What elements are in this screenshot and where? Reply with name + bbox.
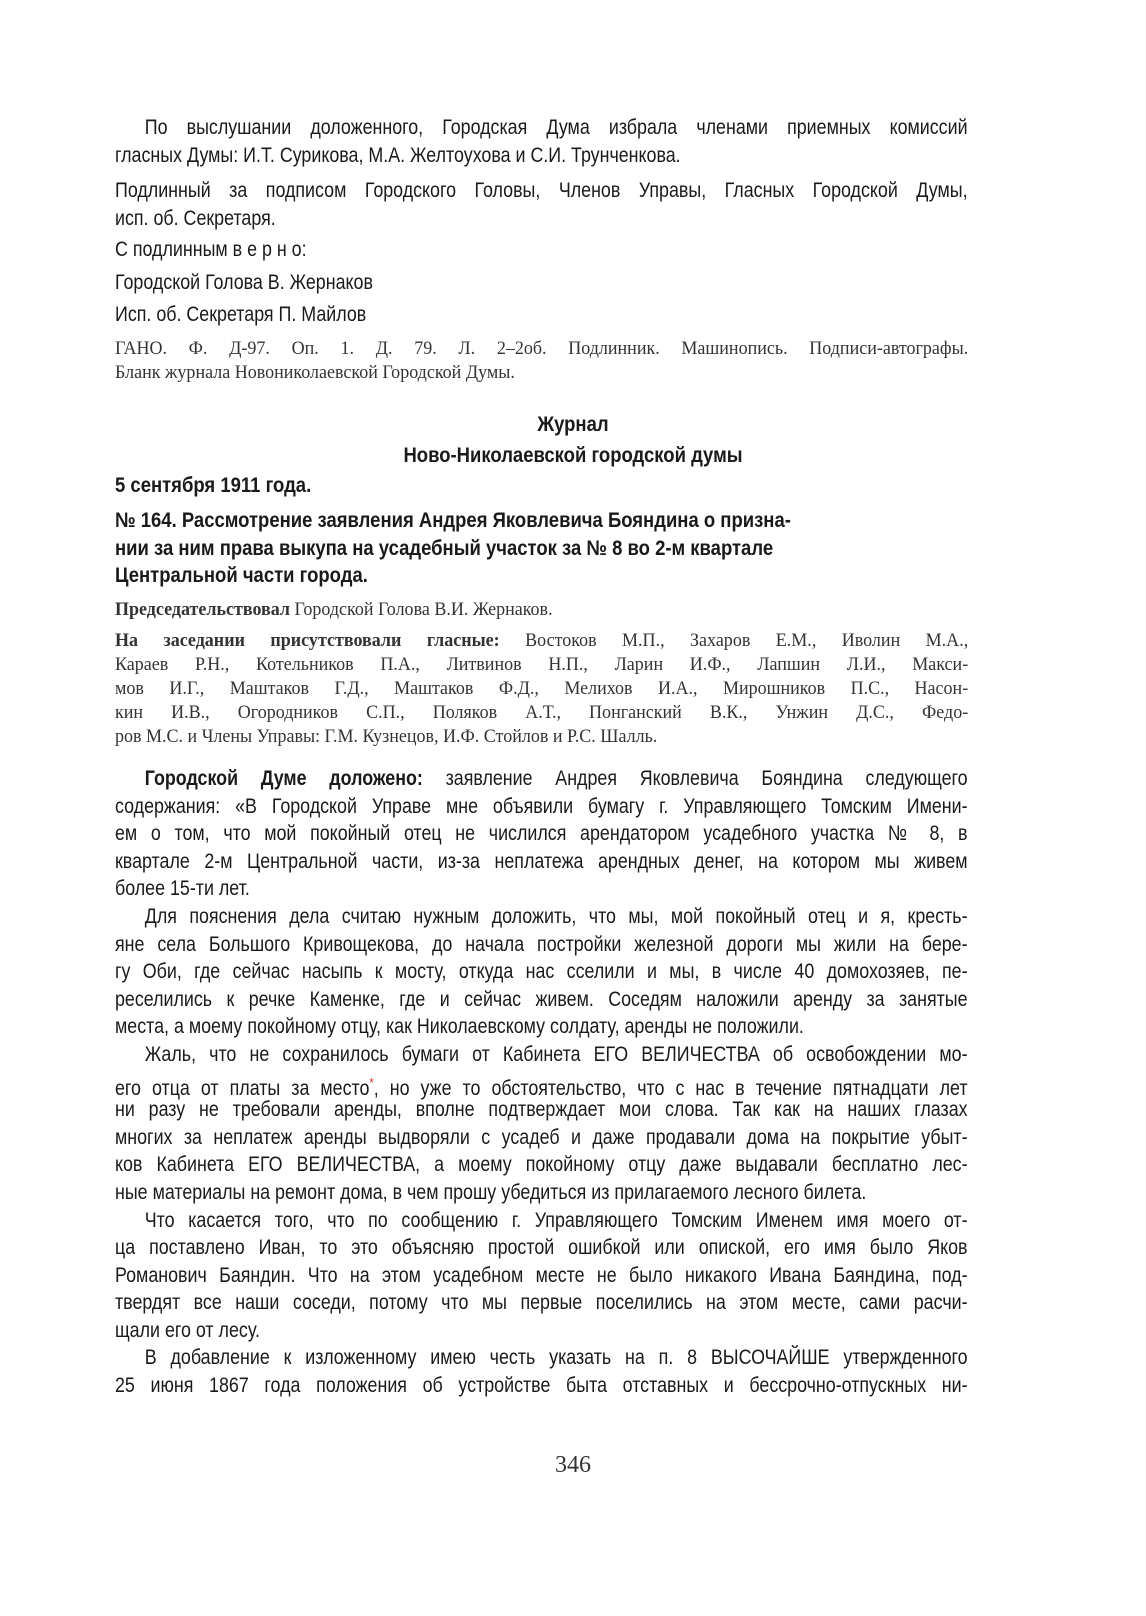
text-line [115, 629, 968, 653]
line-text: его отца от платы за место [115, 1076, 370, 1100]
text-line [115, 361, 968, 385]
text-line [115, 1151, 968, 1179]
line-text: заявление Андрея Яковлевича Бояндина следующего [422, 767, 968, 790]
text-block [115, 301, 968, 329]
line-text: Что касается того, что по сообщению г. Управляющего Томским Именем имя моего от- [144, 1208, 968, 1232]
text-line [115, 1013, 968, 1041]
line-text: места, а моему покойному отцу, как Николаевскому солдату, аренды не положили. [115, 1015, 804, 1039]
text-line [115, 848, 968, 876]
line-text: Бланк журнала Новониколаевской Городской Думы. [115, 362, 515, 383]
line-text: ни разу не требовали аренды, вполне подтверждает мои слова. Так как на наших глазах [115, 1098, 968, 1122]
journal-subtitle: Ново-Николаевской городской думы [403, 444, 743, 467]
line-text: Городской Голова В.И. Жернаков. [289, 599, 553, 620]
text-block [115, 236, 968, 264]
line-text: кин И.В., Огородников С.П., Поляков А.Т., Понганский В.К., Унжин Д.С., Федо- [115, 702, 969, 723]
text-line [115, 1372, 968, 1400]
line-text: Караев Р.Н., Котельников П.А., Литвинов Н.П., Ларин И.Ф., Лапшин Л.И., Макси- [115, 654, 969, 675]
session-date: 5 сентября 1911 года. [115, 474, 312, 497]
text-block [115, 598, 968, 622]
line-text: Подлинный за подписом Городского Головы, Членов Управы, Гласных Городской Думы, [115, 179, 968, 202]
text-line [115, 820, 968, 848]
text-line [115, 875, 968, 903]
text-line [115, 236, 968, 264]
bold-lead: На заседании присутствовали гласные: [115, 630, 500, 651]
text-block [115, 765, 968, 1400]
line-text: По выслушании доложенного, Городская Дума избрала членами приемных комиссий [144, 116, 968, 139]
text-line [115, 1096, 968, 1124]
page-number: 346 [555, 1452, 591, 1478]
line-text: реселились к речке Каменке, где и сейчас живем. Соседям наложили аренду за занятые [115, 987, 968, 1011]
text-line [115, 903, 968, 931]
text-line [115, 269, 968, 297]
line-text: Жаль, что не сохранилось бумаги от Кабинета ЕГО ВЕЛИЧЕСТВА об освобождении мо- [144, 1042, 968, 1066]
line-text: , но уже то обстоятельство, что с нас в течение пятнадцати лет [373, 1076, 968, 1100]
line-text: квартале 2-м Центральной части, из-за неплатежа арендных денег, на котором мы живем [115, 849, 968, 873]
line-text: яне села Большого Кривощекова, до начала постройки железной дороги мы жили на бере- [115, 932, 968, 956]
line-text: твердят все наши соседи, потому что мы первые поселились на этом месте, сами расчи- [115, 1291, 968, 1315]
line-text: мов И.Г., Маштаков Г.Д., Маштаков Ф.Д., Мелихов И.А., Мирошников П.С., Насон- [115, 678, 969, 699]
line-text: исп. об. Секретаря. [115, 206, 276, 230]
line-text: ГАНО. Ф. Д-97. Оп. 1. Д. 79. Л. 2–2об. Подлинник. Машинопись. Подписи-автографы. [115, 338, 969, 359]
text-line [115, 301, 968, 329]
line-text: Романович Баяндин. Что на этом усадебном месте не было никакого Ивана Баяндина, под- [115, 1263, 968, 1287]
text-line [115, 653, 968, 677]
text-line [115, 1069, 968, 1100]
text-line [115, 958, 968, 986]
text-block [115, 269, 968, 297]
line-text: Исп. об. Секретаря П. Майлов [115, 303, 367, 326]
line-text: более 15-ти лет. [115, 877, 250, 901]
text-line [115, 1124, 968, 1152]
bold-lead: Председательствовал [115, 599, 290, 620]
text-line [115, 765, 968, 793]
text-line [115, 1262, 968, 1290]
line-text: ров М.С. и Члены Управы: Г.М. Кузнецов, И.Ф. Стойлов и Р.С. Шалль. [115, 726, 658, 747]
line-text: Городской Голова В. Жернаков [115, 271, 373, 294]
line-text: содержания: «В Городской Управе мне объявили бумагу г. Управляющего Томским Имени- [115, 794, 968, 818]
text-line [115, 1179, 968, 1207]
text-block [115, 629, 968, 749]
text-line [115, 793, 968, 821]
text-line [115, 701, 968, 725]
line-text: С подлинным в е р н о: [115, 238, 307, 261]
text-line [115, 725, 968, 749]
line-text: щали его от лесу. [115, 1318, 260, 1342]
line-text: ца поставлено Иван, то это объясняю простой ошибкой или опиской, его имя было Яков [115, 1236, 968, 1260]
line-text: В добавление к изложенному имею честь указать на п. 8 ВЫСОЧАЙШЕ утвержденного [144, 1346, 968, 1370]
footnote-mark: * [369, 1074, 374, 1090]
text-line [115, 1344, 968, 1372]
text-line [115, 986, 968, 1014]
text-line [115, 337, 968, 361]
text-line [115, 677, 968, 701]
line-text: гу Оби, где сейчас насыпь к мосту, откуда нас сселили и мы, в числе 40 домохозяев, пе- [115, 960, 968, 984]
line-text: ные материалы на ремонт дома, в чем прошу убедиться из прилагаемого лесного билета. [115, 1180, 867, 1204]
text-line [115, 598, 968, 622]
text-line [115, 205, 968, 233]
line-text: ем о том, что мой покойный отец не числился арендатором усадебного участка № 8, в [115, 822, 968, 846]
line-text: Востоков М.П., Захаров Е.М., Иволин М.А., [499, 630, 969, 651]
text-line [115, 1234, 968, 1262]
text-line [115, 1289, 968, 1317]
bold-lead: Городской Думе доложено: [144, 767, 423, 790]
text-line [115, 1207, 968, 1235]
line-text: 25 июня 1867 года положения об устройстве быта отставных и бессрочно-отпускных ни- [115, 1374, 968, 1398]
agenda-line: Центральной части города. [115, 564, 368, 588]
text-line [115, 142, 968, 170]
text-block [115, 337, 968, 385]
text-line [115, 114, 968, 142]
journal-title: Журнал [537, 413, 609, 436]
agenda-item-heading [115, 507, 968, 590]
line-text: Для пояснения дела считаю нужным доложить, что мы, мой покойный отец и я, кресть- [144, 904, 968, 928]
agenda-line: нии за ним права выкупа на усадебный участок за № 8 во 2-м квартале [115, 536, 774, 560]
text-block [115, 114, 968, 169]
text-line [115, 931, 968, 959]
agenda-line: № 164. Рассмотрение заявления Андрея Яковлевича Бояндина о призна- [115, 509, 791, 532]
text-line [115, 1317, 968, 1345]
line-text: многих за неплатеж аренды выдворяли с усадеб и даже продавали дома на покрытие убыт- [115, 1125, 968, 1149]
line-text: ков Кабинета ЕГО ВЕЛИЧЕСТВА, а моему покойному отцу даже выдавали бесплатно лес- [115, 1153, 968, 1177]
text-block [115, 177, 968, 232]
text-line [115, 177, 968, 205]
line-text: гласных Думы: И.Т. Сурикова, М.А. Желтоухова и С.И. Трунченкова. [115, 143, 681, 167]
text-line [115, 1041, 968, 1069]
